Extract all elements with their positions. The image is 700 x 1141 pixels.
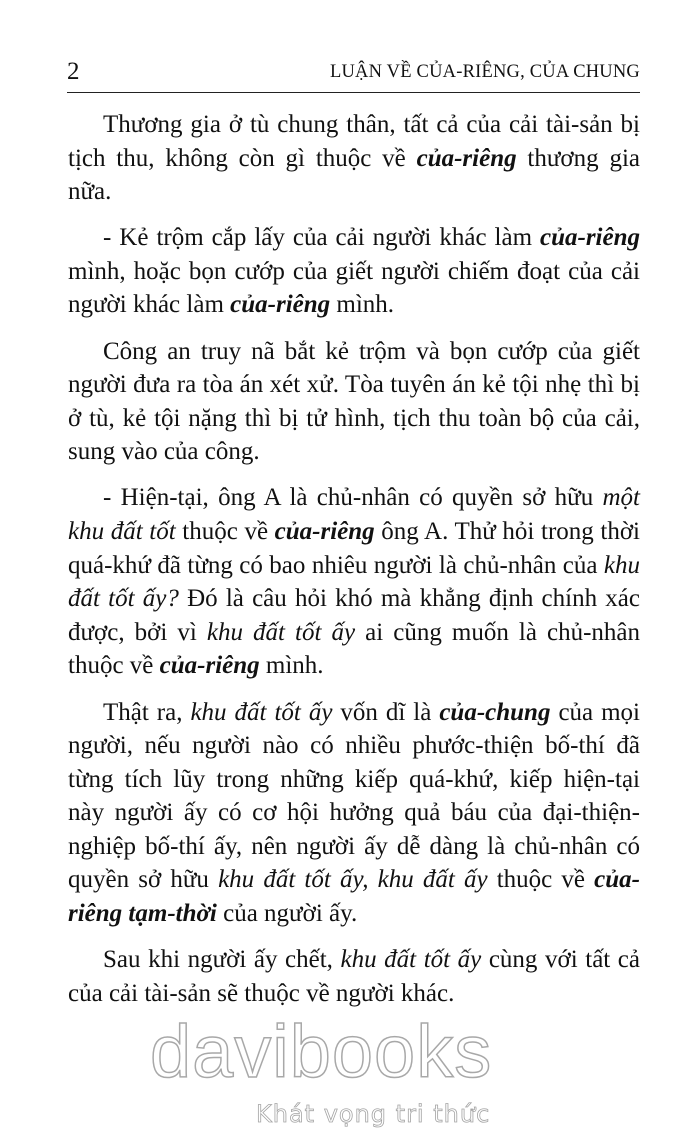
text-run: mình.: [259, 652, 324, 680]
text-run: mình, hoặc bọn cướp của giết người chiếm đoạt của cải người khác làm: [68, 257, 640, 319]
emphasis-term: của-riêng: [159, 652, 260, 680]
running-title: LUẬN VỀ CỦA-RIÊNG, CỦA CHUNG: [330, 62, 640, 82]
text-run: - Hiện-tại, ông A là chủ-nhân có quyền sở hữu: [103, 484, 603, 512]
page-header: [67, 52, 640, 93]
emphasis-term: của-riêng: [230, 291, 331, 319]
text-run: thương gia nữa.: [68, 144, 640, 206]
italic-phrase: một khu đất tốt: [68, 484, 640, 546]
text-run: thuộc về: [175, 518, 275, 546]
watermark: [150, 1012, 550, 1137]
paragraph: [68, 335, 640, 469]
watermark-tagline: Khát vọng tri thức: [256, 1100, 491, 1128]
italic-phrase: khu đất tốt ấy: [190, 698, 333, 726]
emphasis-term: của-riêng: [540, 224, 640, 252]
text-run: Đó là câu hỏi khó mà khẳng định chính xác được, bởi vì: [68, 585, 640, 646]
emphasis-term: của-riêng: [416, 144, 517, 172]
text-run: Thật ra,: [103, 698, 191, 726]
italic-phrase: khu đất tốt ấy: [340, 946, 482, 974]
paragraph: [68, 481, 640, 683]
paragraph: [68, 696, 640, 931]
text-run: của người ấy.: [216, 900, 358, 928]
text-run: của mọi người, nếu người nào có nhiều phước-thiện bố-thí đã từng tích lũy trong những kiếp quá-khứ, kiếp hiện-tại này người ấy có cơ hội hưởng quả báu của đại-thiện-nghiệp bố-thí ấy, nên người ấy dễ dàng là chủ-nhân có quyền sở hữu: [68, 698, 641, 894]
text-run: - Kẻ trộm cắp lấy của cải người khác làm: [103, 224, 540, 252]
text-run: Sau khi người ấy chết,: [103, 946, 341, 974]
italic-phrase: khu đất tốt ấy?: [68, 551, 640, 613]
emphasis-term: của-riêng: [274, 518, 375, 546]
text-run: mình.: [330, 291, 395, 319]
emphasis-term: của-chung: [439, 698, 551, 726]
emphasis-term: của-riêng tạm-thời: [68, 866, 640, 928]
paragraph: [68, 943, 640, 1010]
text-run: Thương gia ở tù chung thân, tất cả của cải tài-sản bị tịch thu, không còn gì thuộc về: [68, 111, 640, 172]
text-run: thuộc về: [487, 866, 595, 894]
text-run: ai cũng muốn là chủ-nhân thuộc về: [68, 618, 640, 680]
italic-phrase: khu đất tốt ấy, khu đất ấy: [218, 866, 488, 894]
text-run: cùng với tất cả của cải tài-sản sẽ thuộc về người khác.: [68, 946, 640, 1007]
paragraph: [68, 108, 640, 209]
text-run: vốn dĩ là: [332, 698, 440, 726]
text-run: ông A. Thử hỏi trong thời quá-khứ đã từng có bao nhiêu người là chủ-nhân của: [68, 518, 641, 579]
watermark-logo: davibooks: [150, 1010, 493, 1093]
page-number: 2: [67, 58, 80, 85]
body-text: [68, 108, 640, 1023]
text-run: Công an truy nã bắt kẻ trộm và bọn cướp của giết người đưa ra tòa án xét xử. Tòa tuyên án kẻ tội nhẹ thì bị ở tù, kẻ tội nặng thì bị tử hình, tịch thu toàn bộ của cải, sung vào của công.: [68, 337, 640, 466]
paragraph: [68, 221, 640, 322]
italic-phrase: khu đất tốt ấy: [206, 618, 356, 646]
